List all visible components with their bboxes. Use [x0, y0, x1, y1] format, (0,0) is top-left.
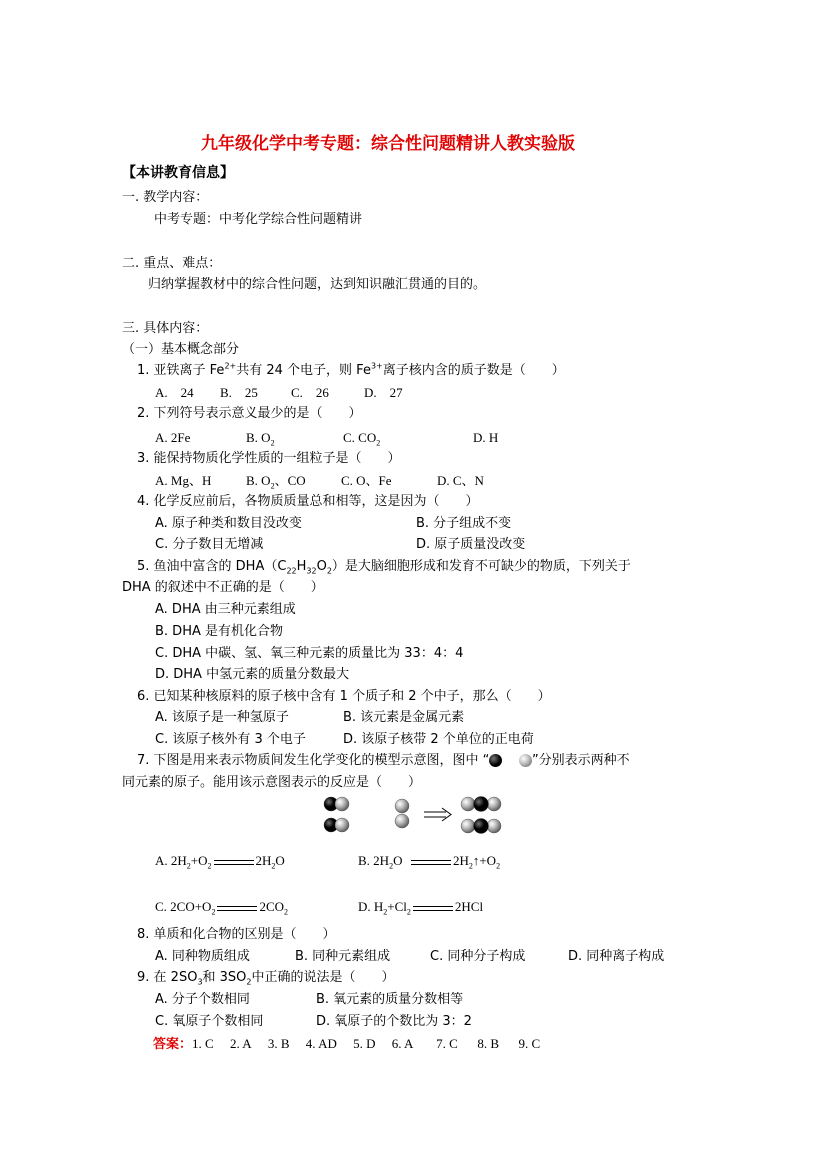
q8-option-b: B. 同种元素组成	[295, 949, 391, 964]
q7-option-d: D. $H_2+Cl_2$ 2HCl	[358, 899, 484, 917]
q2-option-d: D. H	[473, 430, 499, 445]
q6-option-c: C. 该原子核外有 3 个电子	[155, 732, 306, 747]
q5-option-b: B. DHA 是有机化合物	[155, 624, 283, 639]
q3-stem: 3. 能保持物质化学性质的一组粒子是（ ）	[137, 451, 401, 466]
document-title: 九年级化学中考专题：综合性问题精讲人教实验版	[201, 134, 575, 154]
reaction-model-diagram	[318, 792, 508, 838]
equals-sign-icon	[217, 906, 257, 911]
reactant-molecule-3	[395, 799, 409, 828]
q8-option-d: D. 同种离子构成	[568, 949, 665, 964]
q9-option-b: B. 氧元素的质量分数相等	[316, 992, 464, 1007]
q1-option-d: D. 27	[364, 385, 403, 400]
q6-option-d: D. 该原子核带 2 个单位的正电荷	[343, 732, 534, 747]
q7-stem: 7. 下图是用来表示物质间发生化学变化的模型示意图，图中 “ ”分别表示两种不	[137, 753, 630, 768]
q7-option-c: C. $2CO+O_2$ $2CO_2$	[155, 899, 289, 917]
q6-option-a: A. 该原子是一种氢原子	[155, 710, 289, 725]
q9-option-c: C. 氧原子个数相同	[155, 1014, 264, 1029]
q1-option-c: C. 26	[291, 385, 329, 400]
q5-option-d: D. DHA 中氢元素的质量分数最大	[155, 667, 350, 682]
q8-option-c: C. 同种分子构成	[430, 949, 526, 964]
q3-option-b: B. $O_2$、CO	[246, 473, 306, 491]
section1-content: 中考专题：中考化学综合性问题精讲	[154, 212, 363, 227]
answer-label: 答案：	[153, 1036, 193, 1051]
equals-sign-icon	[413, 906, 453, 911]
section2-content: 归纳掌握教材中的综合性问题，达到知识融汇贯通的目的。	[148, 277, 487, 292]
q1-stem: 1. 亚铁离子 $Fe^{2+}$共有 24 个电子，则 $Fe^{3+}$离子核内含的质子数是（ ）	[137, 361, 565, 378]
q9-option-a: A. 分子个数相同	[155, 992, 250, 1007]
q7-option-b: B. $2H_2O$ $2H_2↑+O_2$	[358, 853, 501, 871]
black-atom-icon	[489, 754, 502, 767]
q1-option-b: B. 25	[220, 385, 258, 400]
reaction-arrow-icon	[424, 808, 451, 821]
q9-option-d: D. 氧原子的个数比为 3：2	[316, 1014, 472, 1029]
reactant-molecule-2	[324, 818, 349, 832]
q6-stem: 6. 已知某种核原料的原子核中含有 1 个质子和 2 个中子，那么（ ）	[137, 689, 551, 704]
q2-option-c: C. $CO_2$	[343, 430, 381, 448]
product-molecule-2	[461, 819, 501, 834]
q7-stem-line2: 同元素的原子。能用该示意图表示的反应是（ ）	[122, 775, 422, 790]
q4-option-b: B. 分子组成不变	[416, 516, 512, 531]
q4-option-d: D. 原子质量没改变	[416, 537, 526, 552]
q4-option-c: C. 分子数目无增减	[155, 537, 264, 552]
q8-option-a: A. 同种物质组成	[155, 949, 250, 964]
q5-option-a: A. DHA 由三种元素组成	[155, 602, 296, 617]
q2-stem: 2. 下列符号表示意义最少的是（ ）	[137, 406, 362, 421]
q1-option-a: A. 24	[155, 385, 194, 400]
q5-stem: 5. 鱼油中富含的 $DHA(C_{22}H_{32}O_2)$是大脑细胞形成和发育不可缺少的物质，下列关于	[137, 559, 631, 576]
info-header: 【本讲教育信息】	[122, 165, 234, 181]
q5-stem-line2: DHA 的叙述中不正确的是（ ）	[122, 580, 324, 595]
q7-option-a: A. $2H_2+O_2$ $2H_2O$	[155, 853, 285, 871]
q4-stem: 4. 化学反应前后，各物质质量总和相等，这是因为（ ）	[137, 494, 479, 509]
q5-option-c: C. DHA 中碳、氢、氧三种元素的质量比为 33：4：4	[155, 646, 464, 661]
equals-sign-icon	[411, 860, 451, 865]
q2-option-b: B. $O_2$	[246, 430, 275, 448]
section1-heading: 一. 教学内容：	[122, 190, 209, 205]
section3-subheading: （一）基本概念部分	[122, 342, 240, 357]
equals-sign-icon	[214, 860, 254, 865]
q6-option-b: B. 该元素是金属元素	[343, 710, 465, 725]
answer-line: 答案：1. C 2. A 3. B 4. AD 5. D 6. A 7. C 8. B 9. C	[153, 1036, 541, 1051]
reactant-molecule-1	[324, 797, 349, 811]
q3-option-c: C. O、Fe	[341, 473, 392, 488]
q8-stem: 8. 单质和化合物的区别是（ ）	[137, 927, 336, 942]
q2-option-a: A. 2Fe	[155, 430, 191, 445]
q9-stem: 9. 在 $2SO_3$和 $3SO_2$中正确的说法是（ ）	[137, 970, 395, 987]
q3-option-a: A. Mg、H	[155, 473, 212, 488]
q4-option-a: A. 原子种类和数目没改变	[155, 516, 302, 531]
product-molecule-1	[461, 797, 501, 812]
q3-option-d: D. C、N	[437, 473, 484, 488]
section2-heading: 二. 重点、难点：	[122, 256, 222, 271]
gray-atom-icon	[519, 754, 532, 767]
section3-heading: 三. 具体内容：	[122, 321, 209, 336]
